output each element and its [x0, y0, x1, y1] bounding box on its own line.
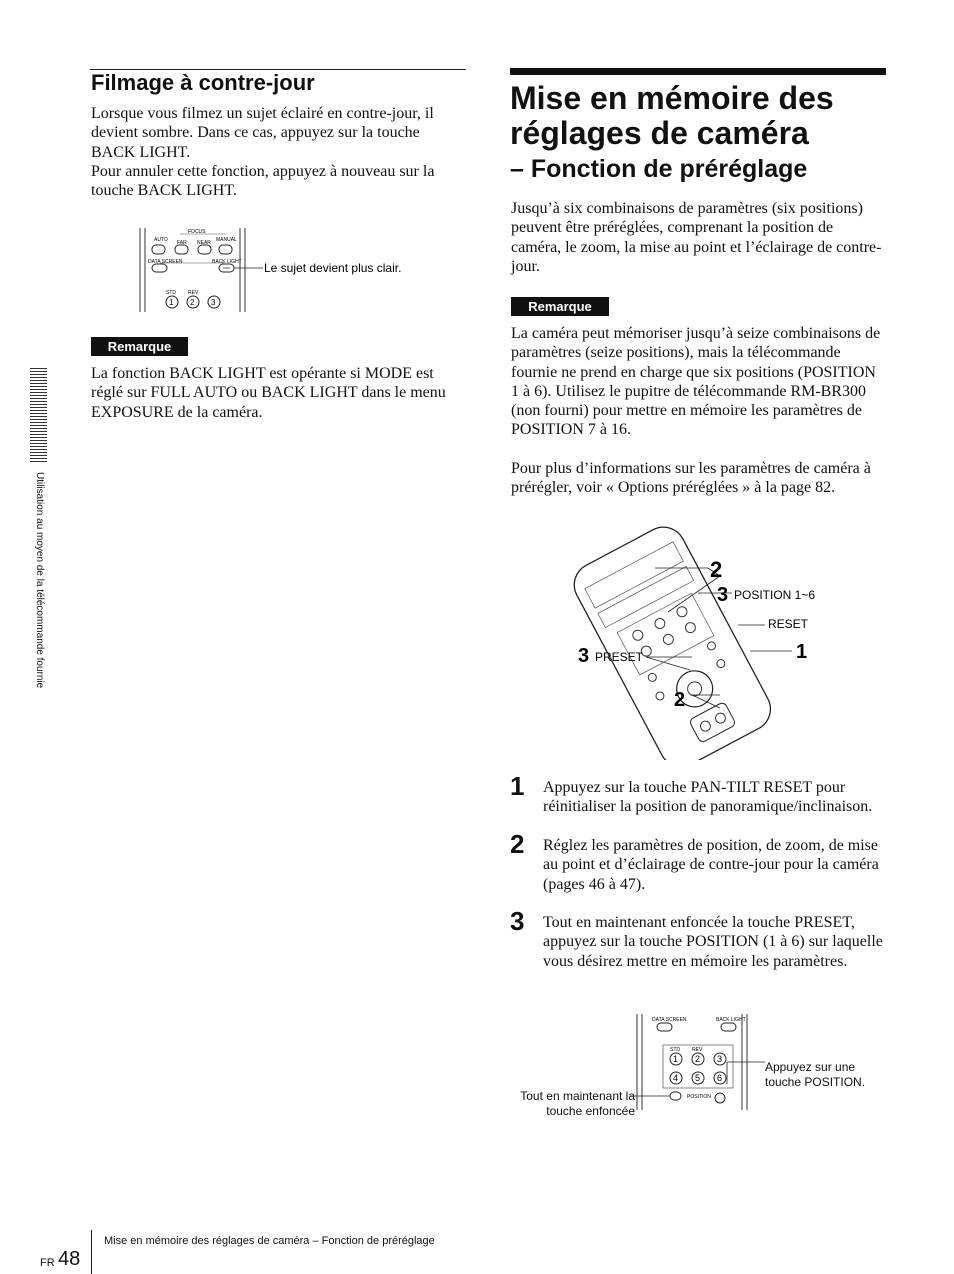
- footer-running-title: Mise en mémoire des réglages de caméra – Fonction de préréglage: [104, 1235, 435, 1247]
- page-subtitle: – Fonction de préréglage: [510, 155, 808, 183]
- position-button-5: 5: [695, 1073, 701, 1083]
- rev-label: REV: [188, 290, 199, 296]
- manual-label: MANUAL: [216, 237, 237, 243]
- preset-callout-label: PRESET: [595, 650, 644, 664]
- button-1-label: 1: [169, 298, 174, 307]
- data-screen-label: DATA SCREEN: [148, 259, 183, 265]
- callout-1: 1: [796, 641, 808, 663]
- bottom-data-screen-label: DATA SCREEN: [652, 1017, 687, 1023]
- more-info-paragraph: Pour plus d’informations sur les paramètres de caméra à prérégler, voir « Options préréglées » à la page 82.: [511, 460, 871, 497]
- callout-3-top: 3: [717, 584, 729, 606]
- page-title-line-1: Mise en mémoire des: [510, 80, 834, 116]
- position-callout-text: Appuyez sur une touche POSITION.: [765, 1060, 866, 1089]
- step-1-text: Appuyez sur la touche PAN-TILT RESET pour réinitialiser la position de panoramique/inclinaison.: [543, 779, 873, 816]
- step-3-number: 3: [510, 906, 525, 936]
- position-button-2: 2: [695, 1054, 701, 1064]
- bottom-back-light-label: BACK LIGHT: [716, 1017, 746, 1023]
- step-3-text: Tout en maintenant enfoncée la touche PRESET, appuyez sur la touche POSITION (1 à 6) sur laquelle vous désirez mettre en mémoire les paramètres.: [543, 914, 883, 970]
- position-callout-label: POSITION 1~6: [734, 588, 816, 602]
- preset-remote-figure: [570, 520, 870, 760]
- backlight-callout: Le sujet devient plus clair.: [264, 261, 402, 275]
- bottom-rev-label: REV: [692, 1047, 703, 1053]
- section-title: Filmage à contre-jour: [91, 70, 315, 95]
- auto-label: AUTO: [154, 237, 168, 243]
- far-label: FAR: [177, 240, 187, 246]
- page-title-line-2: réglages de caméra: [510, 115, 809, 151]
- callout-3-left: 3: [578, 645, 590, 667]
- callout-2-bottom: 2: [674, 689, 686, 711]
- title-rule: [510, 68, 886, 75]
- step-2-number: 2: [510, 829, 525, 859]
- callout-2-top: 2: [710, 557, 723, 582]
- chapter-tab-hatch: [30, 368, 47, 462]
- remark-badge-right: Remarque: [511, 297, 609, 316]
- button-2-label: 2: [190, 298, 195, 307]
- position-button-4: 4: [673, 1073, 679, 1083]
- position-button-3: 3: [717, 1054, 723, 1064]
- remark-badge-left: Remarque: [91, 337, 188, 356]
- footer-page-number: 48: [58, 1248, 81, 1270]
- step-1-number: 1: [510, 771, 525, 801]
- left-paragraph-2: Pour annuler cette fonction, appuyez à nouveau sur la touche BACK LIGHT.: [91, 163, 435, 200]
- reset-callout-label: RESET: [768, 617, 809, 631]
- bottom-std-label: STD: [670, 1047, 680, 1053]
- position-label: POSITION: [687, 1094, 711, 1100]
- footer-divider: [91, 1230, 92, 1274]
- position-button-6: 6: [717, 1073, 723, 1083]
- std-label: STD: [166, 290, 176, 296]
- back-light-label: BACK LIGHT: [212, 259, 242, 265]
- preset-held-callout-text: Tout en maintenant la touche enfoncée: [520, 1089, 635, 1118]
- step-2-text: Réglez les paramètres de position, de zoom, de mise au point et d’éclairage de contre-jour pour la caméra (pages 46 à 47).: [543, 837, 879, 893]
- left-paragraph-1: Lorsque vous filmez un sujet éclairé en contre-jour, il devient sombre. Dans ce cas, appuyez sur la touche BACK LIGHT.: [91, 105, 434, 161]
- intro-paragraph: Jusqu’à six combinaisons de paramètres (six positions) peuvent être préréglées, comprenant la position de caméra, le zoom, la mise au point et l’éclairage de contre-jour.: [511, 200, 882, 275]
- position-button-1: 1: [673, 1054, 679, 1064]
- focus-label: FOCUS: [188, 229, 206, 235]
- footer-lang: FR: [40, 1257, 55, 1269]
- backlight-remote-figure: [130, 222, 430, 314]
- left-remark-text: La fonction BACK LIGHT est opérante si MODE est réglé sur FULL AUTO ou BACK LIGHT dans le menu EXPOSURE de la caméra.: [91, 365, 446, 421]
- button-3-label: 3: [211, 298, 216, 307]
- bottom-figure-connectors: [630, 1050, 770, 1110]
- near-label: NEAR: [197, 240, 211, 246]
- right-remark-text: La caméra peut mémoriser jusqu’à seize combinaisons de paramètres (seize positions), mais la télécommande fournie ne prend en charge que six positions (POSITION 1 à 6). Utilisez le pupitre de télécommande RM-BR300 (non fourni) pour mettre en mémoire les paramètres de POSITION 7 à 16.: [511, 325, 881, 439]
- chapter-side-label: Utilisation au moyen de la télécommande fournie: [34, 472, 45, 689]
